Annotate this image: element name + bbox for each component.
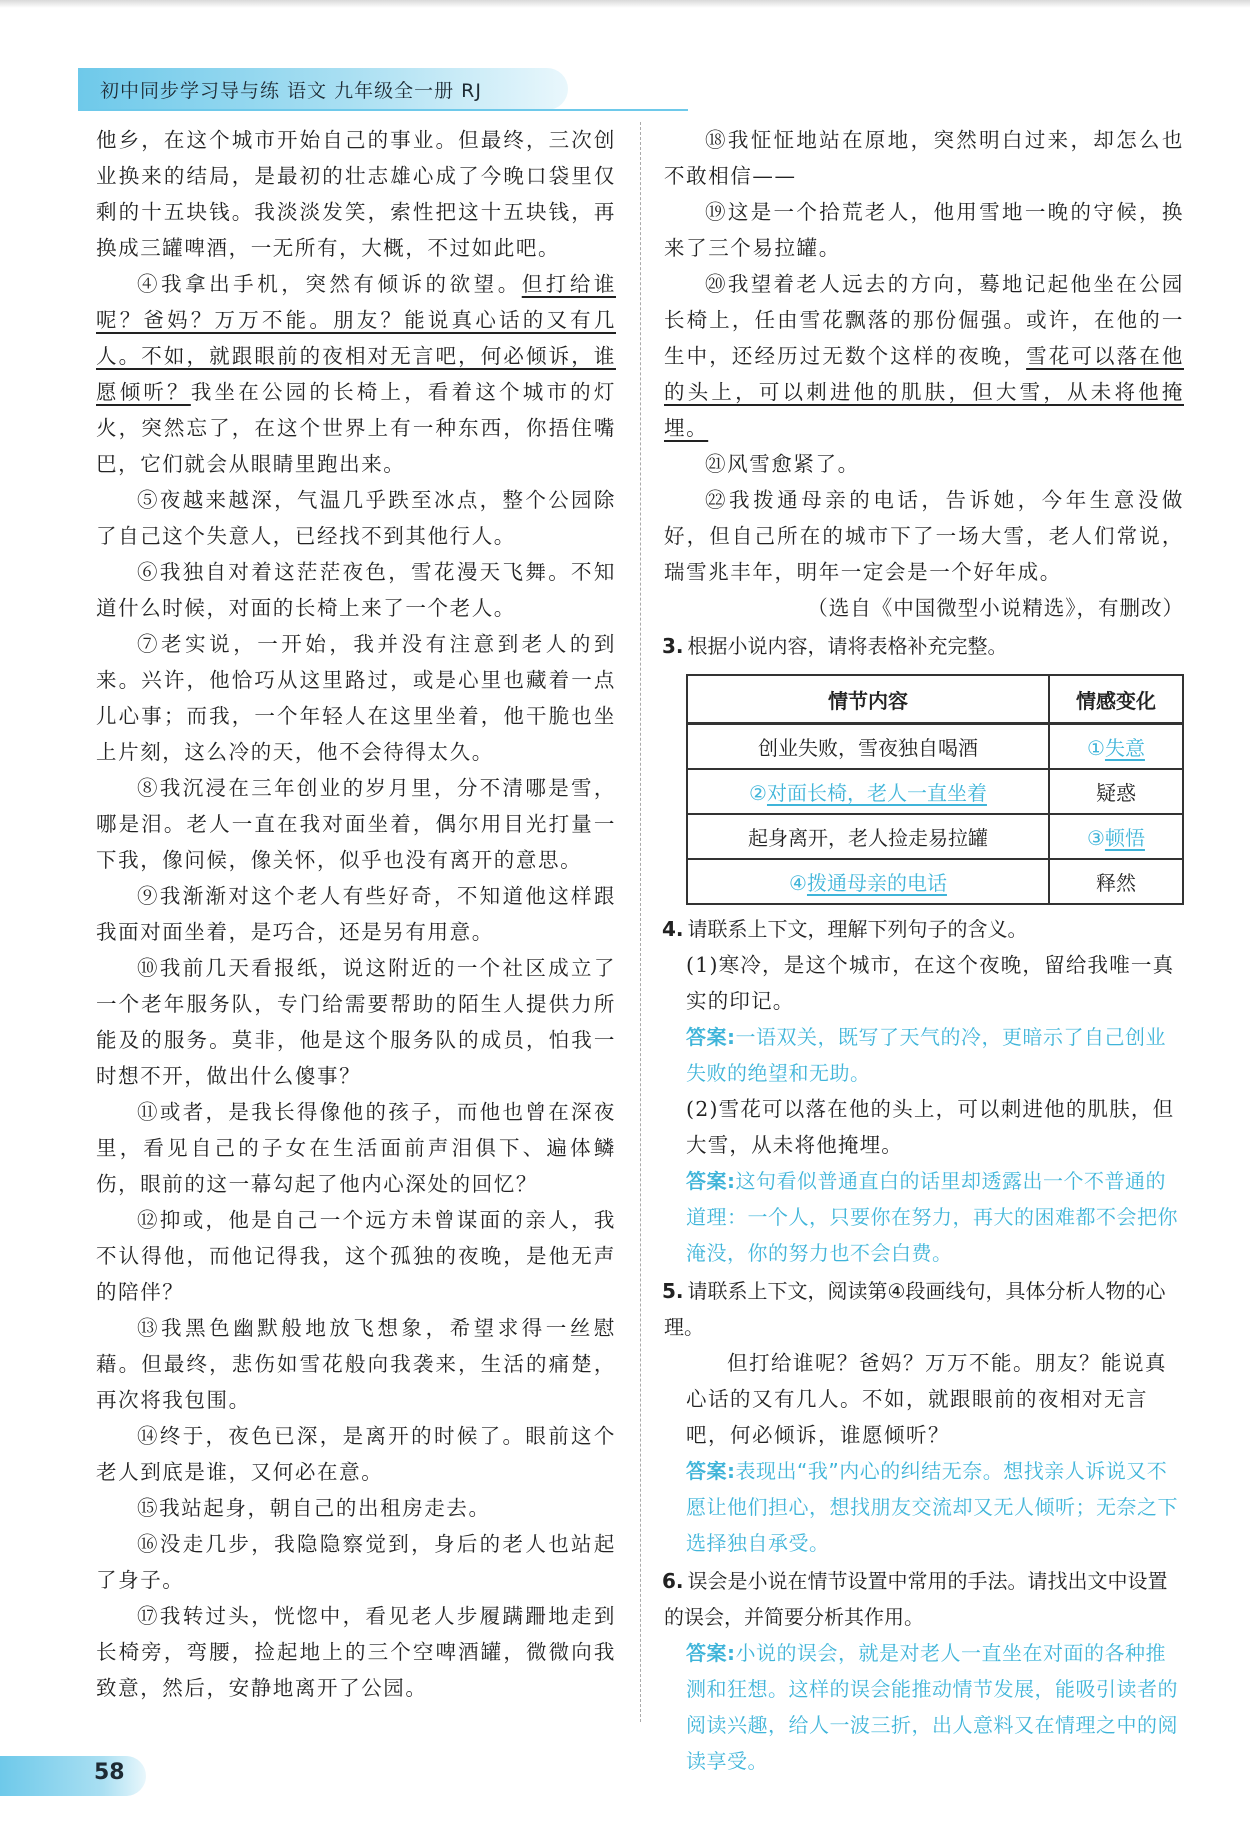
story-paragraph: ⑪或者，是我长得像他的孩子，而他也曾在深夜里，看见自己的子女在生活面前声泪俱下、遍体鳞伤，眼前的这一幕勾起了他内心深处的回忆？ [96,1100,616,1196]
plot-cell [687,814,1049,859]
answer-text: 这句看似普通直白的话里却透露出一个不普通的道理：一个人，只要你在努力，再大的困难都不会把你淹没，你的努力也不会白费。 [686,1169,1178,1265]
table-header-row [687,675,1183,724]
answer [664,1453,1184,1561]
column-header-plot: 情节内容 [687,675,1049,724]
column-header-emotion: 情感变化 [1049,675,1183,724]
left-column [96,122,616,1706]
answer [664,1019,1184,1091]
story-paragraph-20 [664,266,1184,446]
story-paragraph: ㉑风雪愈紧了。 [705,452,860,476]
story-paragraph: ⑩我前几天看报纸，说这附近的一个社区成立了一个老年服务队，专门给需要帮助的陌生人提供力所能及的服务。莫非，他是这个服务队的成员，怕我一时想不开，做出什么傻事？ [96,956,616,1088]
question-number: 4. [662,917,684,941]
plot-cell [687,769,1049,814]
table-row [687,859,1183,904]
book-title: 初中同步学习导与练 语文 九年级全一册 RJ [100,80,482,102]
page-top-edge [0,0,1250,8]
page-number: 58 [94,1760,125,1785]
answer [664,1163,1184,1271]
question-text: 根据小说内容，请将表格补充完整。 [687,634,1008,658]
answer [664,1635,1184,1779]
story-paragraph: ⑯没走几步，我隐隐察觉到，身后的老人也站起了身子。 [96,1532,616,1592]
answer-label: 答案: [686,1025,736,1049]
question-4 [664,911,1184,947]
question-number: 3. [662,634,684,658]
story-paragraph: ⑲这是一个拾荒老人，他用雪地一晚的守候，换来了三个易拉罐。 [664,200,1184,260]
para-text: ④我拿出手机，突然有倾诉的欲望。 [137,272,522,296]
sub-question-1: (1)寒冷，是这个城市，在这个夜晚，留给我唯一真实的印记。 [686,953,1175,1013]
story-paragraph: ⑭终于，夜色已深，是离开的时候了。眼前这个老人到底是谁，又何必在意。 [96,1424,616,1484]
story-paragraph: ⑦老实说，一开始，我并没有注意到老人的到来。兴许，他恰巧从这里路过，或是心里也藏着一点儿心事；而我，一个年轻人在这里坐着，他干脆也坐上片刻，这么冷的天，他不会待得太久。 [96,632,616,764]
plot-text: 起身离开，老人捡走易拉罐 [748,826,988,850]
story-paragraph: ⑱我怔怔地站在原地，突然明白过来，却怎么也不敢相信—— [664,128,1184,188]
story-paragraph: ⑤夜越来越深，气温几乎跌至冰点，整个公园除了自己这个失意人，已经找不到其他行人。 [96,488,616,548]
column-divider [640,122,641,1722]
story-paragraph: ⑬我黑色幽默般地放飞想象，希望求得一丝慰藉。但最终，悲伤如雪花般向我袭来，生活的痛楚，再次将我包围。 [96,1316,616,1412]
question-3 [664,628,1184,664]
plot-text: 创业失败，雪夜独自喝酒 [758,736,978,760]
emotion-text: 顿悟 [1104,826,1145,850]
para-text: 我坐在公园的长椅上，看着这个城市的灯火，突然忘了，在这个世界上有一种东西，你捂住嘴巴，它们就会从眼睛里跑出来。 [96,380,616,476]
answer-text: 表现出“我”内心的纠结无奈。想找亲人诉说又不愿让他们担心，想找朋友交流却又无人倾听；无奈之下选择独自承受。 [686,1459,1178,1555]
story-paragraph: ⑥我独自对着这茫茫夜色，雪花漫天飞舞。不知道什么时候，对面的长椅上来了一个老人。 [96,560,616,620]
emotion-cell [1049,814,1183,859]
story-paragraph: ㉒我拨通母亲的电话，告诉她，今年生意没做好，但自己所在的城市下了一场大雪，老人们常说，瑞雪兆丰年，明年一定会是一个好年成。 [664,488,1184,584]
emotion-text: 疑惑 [1096,781,1136,805]
answer-text: 小说的误会，就是对老人一直坐在对面的各种推测和狂想。这样的误会能推动情节发展，能吸引读者的阅读兴趣，给人一波三折，出人意料又在情理之中的阅读享受。 [686,1641,1178,1773]
table-row [687,814,1183,859]
question-6 [664,1563,1184,1635]
question-number: 6. [662,1569,684,1593]
plot-emotion-table [686,674,1184,905]
quoted-passage: 但打给谁呢？爸妈？万万不能。朋友？能说真心话的又有几人。不如，就跟眼前的夜相对无言吧，何必倾诉，谁愿倾听？ [686,1351,1167,1447]
plot-text: 拨通母亲的电话 [806,871,947,895]
question-5 [664,1273,1184,1345]
cell-prefix: ④ [789,871,807,895]
emotion-cell [1049,769,1183,814]
plot-text: 对面长椅，老人一直坐着 [766,781,987,805]
emotion-cell [1049,724,1183,770]
question-text: 请联系上下文，阅读第④段画线句，具体分析人物的心理。 [664,1279,1166,1339]
story-paragraph: ⑮我站起身，朝自己的出租房走去。 [137,1496,491,1520]
table-row [687,769,1183,814]
story-paragraph-4 [96,266,616,482]
story-paragraph: ⑨我渐渐对这个老人有些好奇，不知道他这样跟我面对面坐着，是巧合，还是另有用意。 [96,884,616,944]
answer-text: 一语双关，既写了天气的冷，更暗示了自己创业失败的绝望和无助。 [686,1025,1166,1085]
story-paragraph: ⑫抑或，他是自己一个远方未曾谋面的亲人，我不认得他，而他记得我，这个孤独的夜晚，是他无声的陪伴？ [96,1208,616,1304]
emotion-cell [1049,859,1183,904]
plot-cell [687,859,1049,904]
question-text: 请联系上下文，理解下列句子的含义。 [687,917,1028,941]
table-body [687,724,1183,905]
emotion-text: 失意 [1104,736,1145,760]
header-rule [78,109,688,111]
para-text: ⑳我望着老人远去的方向，蓦地记起他坐在公园长椅上，任由雪花飘落的那份倔强。或许，在他的一生中，还经历过无数个这样的夜晚， [664,272,1184,368]
emotion-text: 释然 [1096,871,1136,895]
underlined-sentence: 但打给谁呢？爸妈？万万不能。朋友？能说真心话的又有几人。不如，就跟眼前的夜相对无言吧，何必倾诉，谁愿倾听？ [96,272,616,404]
source-citation: （选自《中国微型小说精选》，有删改） [807,596,1184,620]
story-paragraph: ⑰我转过头，恍惚中，看见老人步履蹒跚地走到长椅旁，弯腰，捡起地上的三个空啤酒罐，微微向我致意，然后，安静地离开了公园。 [96,1604,616,1700]
table-row [687,724,1183,770]
question-number: 5. [662,1279,684,1303]
plot-cell [687,724,1049,770]
cell-prefix: ③ [1087,826,1105,850]
answer-label: 答案: [686,1459,736,1483]
underlined-sentence: 雪花可以落在他的头上，可以刺进他的肌肤，但大雪，从未将他掩埋。 [664,344,1184,440]
question-text: 误会是小说在情节设置中常用的手法。请找出文中设置的误会，并简要分析其作用。 [664,1569,1168,1629]
answer-label: 答案: [686,1169,736,1193]
story-paragraph: 他乡，在这个城市开始自己的事业。但最终，三次创业换来的结局，是最初的壮志雄心成了今晚口袋里仅剩的十五块钱。我淡淡发笑，索性把这十五块钱，再换成三罐啤酒，一无所有，大概，不过如此吧。 [96,128,616,260]
sub-question-2: (2)雪花可以落在他的头上，可以刺进他的肌肤，但大雪，从未将他掩埋。 [686,1097,1175,1157]
cell-prefix: ① [1087,736,1105,760]
cell-prefix: ② [749,781,767,805]
answer-label: 答案: [686,1641,736,1665]
story-paragraph: ⑧我沉浸在三年创业的岁月里，分不清哪是雪，哪是泪。老人一直在我对面坐着，偶尔用目光打量一下我，像问候，像关怀，似乎也没有离开的意思。 [96,776,616,872]
right-column [664,122,1184,1779]
